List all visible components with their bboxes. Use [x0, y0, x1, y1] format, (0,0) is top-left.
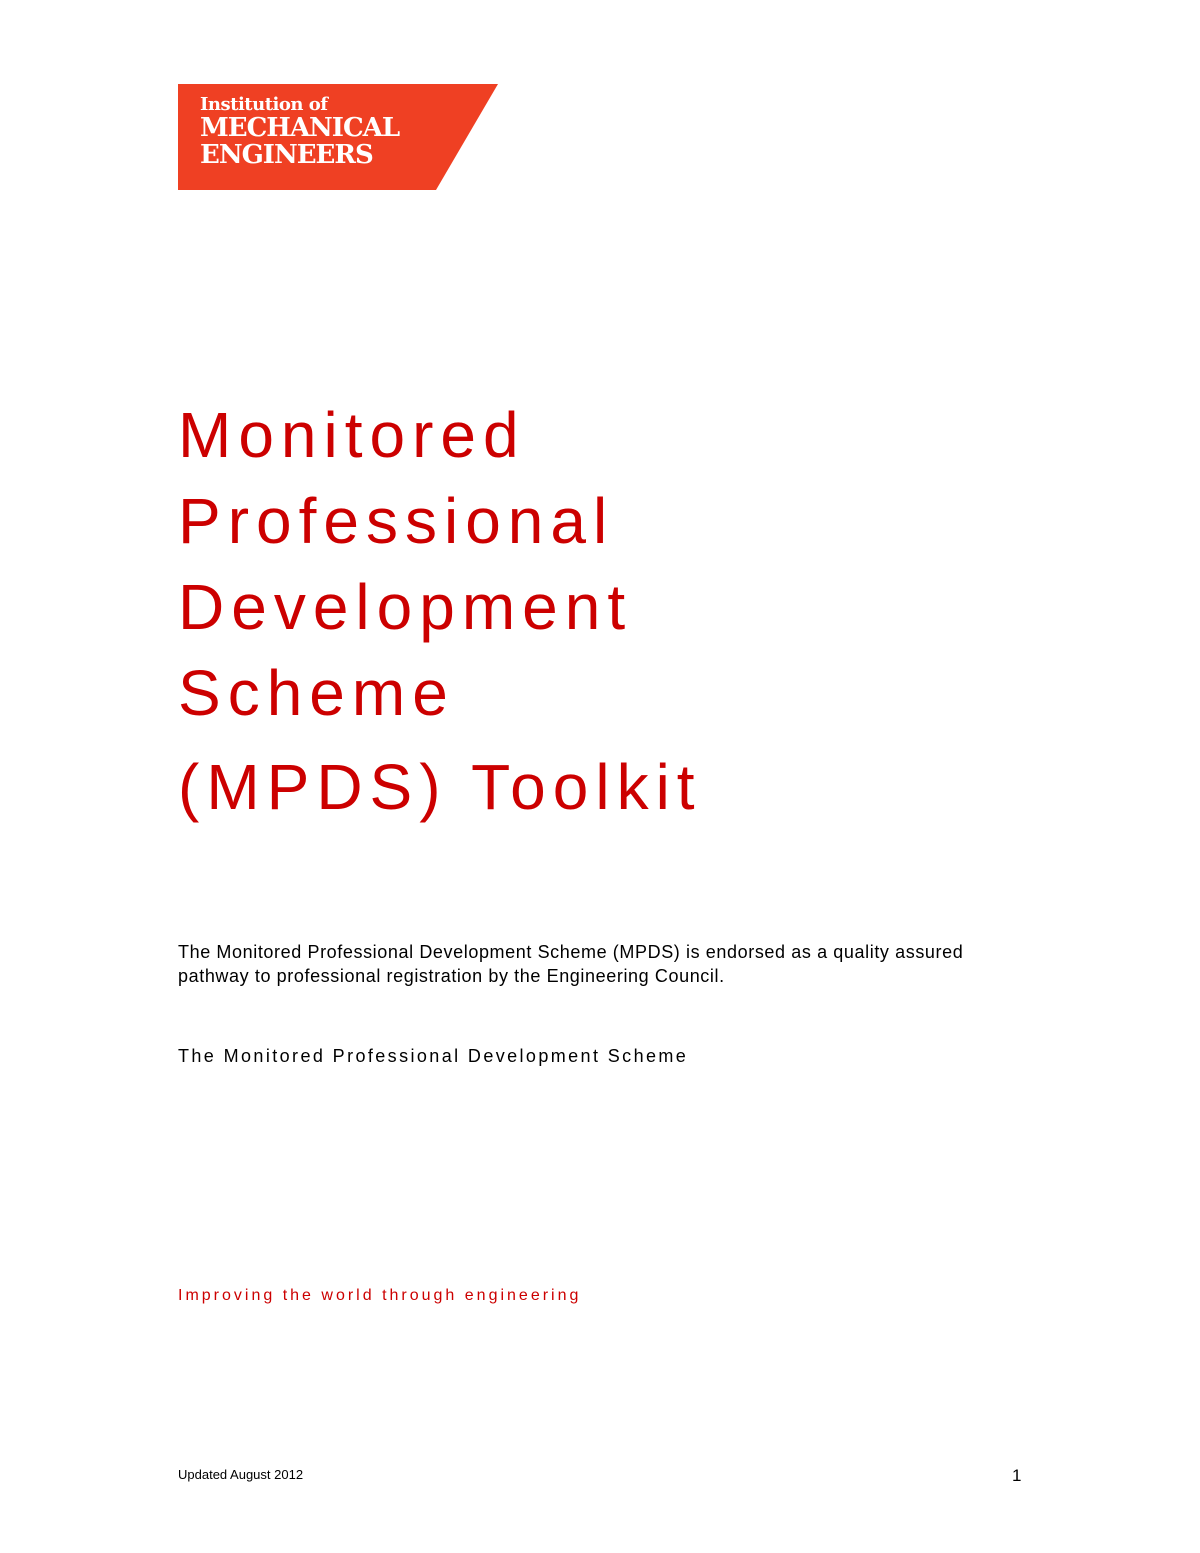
- title-line-5: (MPDS) Toolkit: [178, 751, 702, 823]
- intro-paragraph: The Monitored Professional Development Scheme (MPDS) is endorsed as a quality assured pathway to professional registration by the Engineering Council.: [178, 942, 964, 986]
- title-line-4: Scheme: [178, 657, 455, 729]
- document-title: [178, 392, 1078, 830]
- imeche-logo: [178, 84, 498, 190]
- title-line-3: Development: [178, 571, 633, 643]
- scheme-subtitle: The Monitored Professional Development Scheme: [178, 1046, 689, 1066]
- logo-line-mechanical: MECHANICAL: [200, 113, 400, 143]
- title-line-1: Monitored: [178, 399, 526, 471]
- title-line-2: Professional: [178, 485, 615, 557]
- page-number: 1: [1012, 1466, 1022, 1485]
- logo-wordmark: [200, 96, 399, 168]
- logo-line-institution: Institution of: [200, 94, 328, 115]
- logo-line-engineers: ENGINEERS: [200, 140, 373, 170]
- tagline: Improving the world through engineering: [178, 1287, 582, 1304]
- footer-updated-date: Updated August 2012: [178, 1467, 304, 1482]
